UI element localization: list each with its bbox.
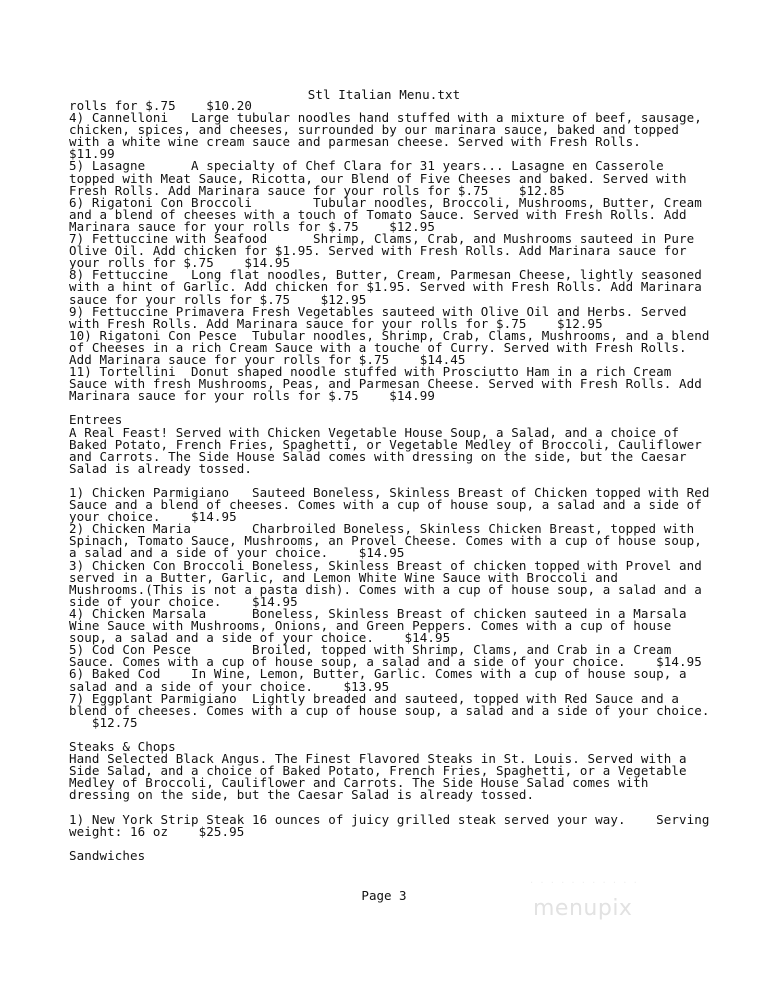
text-line: 7) Eggplant Parmigiano Lightly breaded and sauteed, topped with Red Sauce and a	[69, 690, 680, 706]
text-line: Wine Sauce with Mushrooms, Onions, and Green Peppers. Comes with a cup of house	[69, 618, 672, 634]
blank-line	[69, 402, 709, 414]
text-line: Spinach, Tomato Sauce, Mushrooms, an Provel Cheese. Comes with a cup of house soup,	[69, 533, 702, 549]
text-line: Marinara sauce for your rolls for $.75 $12.95	[69, 218, 436, 234]
text-line: Olive Oil. Add chicken for $1.95. Served with Fresh Rolls. Add Marinara sauce for	[69, 243, 687, 259]
text-line: served in a Butter, Garlic, and Lemon White Wine Sauce with Broccoli and	[69, 569, 619, 585]
text-line: your choice. $14.95	[69, 509, 237, 525]
text-line: 2) Chicken Maria Charbroiled Boneless, Skinless Chicken Breast, topped with	[69, 521, 695, 537]
text-line: Add Marinara sauce for your rolls for $.75 $14.45	[69, 351, 466, 367]
text-line: blend of cheeses. Comes with a cup of house soup, a salad and a side of your choice.	[69, 702, 710, 718]
text-line: with Fresh Rolls. Add Marinara sauce for your rolls for $.75 $12.95	[69, 315, 603, 331]
text-line: A Real Feast! Served with Chicken Vegetable House Soup, a Salad, and a choice of	[69, 424, 680, 440]
text-line: with a hint of Garlic. Add chicken for $1.95. Served with Fresh Rolls. Add Marinara	[69, 279, 702, 295]
text-line: 4) Cannelloni Large tubular noodles hand stuffed with a mixture of beef, sausage,	[69, 110, 702, 126]
text-line: with a white wine cream sauce and parmesan cheese. Served with Fresh Rolls.	[69, 134, 641, 150]
watermark-logo: menupix	[533, 896, 633, 921]
text-line: 5) Cod Con Pesce Broiled, topped with Shrimp, Clams, and Crab in a Cream	[69, 642, 672, 658]
text-line: 1) New York Strip Steak 16 ounces of juicy grilled steak served your way. Serving	[69, 811, 710, 827]
text-line: 6) Rigatoni Con Broccoli Tubular noodles, Broccoli, Mushrooms, Butter, Cream	[69, 194, 702, 210]
text-line: Sauce with fresh Mushrooms, Peas, and Parmesan Cheese. Served with Fresh Rolls. Add	[69, 376, 702, 392]
text-line: 3) Chicken Con Broccoli Boneless, Skinless Breast of chicken topped with Provel and	[69, 557, 702, 573]
text-line: Marinara sauce for your rolls for $.75 $14.99	[69, 388, 436, 404]
text-line: 6) Baked Cod In Wine, Lemon, Butter, Garlic. Comes with a cup of house soup, a	[69, 666, 687, 682]
text-line: salad and a side of your choice. $13.95	[69, 678, 390, 694]
text-line: 11) Tortellini Donut shaped noodle stuffed with Prosciutto Ham in a rich Cream	[69, 364, 672, 380]
text-line: Sandwiches	[69, 847, 146, 863]
text-line: $11.99	[69, 146, 115, 162]
text-line: a salad and a side of your choice. $14.95	[69, 545, 405, 561]
text-line: 4) Chicken Marsala Boneless, Skinless Breast of chicken sauteed in a Marsala	[69, 605, 687, 621]
text-line: side of your choice. $14.95	[69, 593, 298, 609]
text-line: Hand Selected Black Angus. The Finest Flavored Steaks in St. Louis. Served with a	[69, 751, 687, 767]
text-line: Sauce and a blend of cheeses. Comes with a cup of house soup, a salad and a side of	[69, 497, 702, 513]
text-line: your rolls for $.75 $14.95	[69, 255, 291, 271]
text-line: Baked Potato, French Fries, Spaghetti, or Vegetable Medley of Broccoli, Cauliflower	[69, 436, 702, 452]
text-line: Medley of Broccoli, Cauliflower and Carrots. The Side House Salad comes with	[69, 775, 649, 791]
text-line: and a blend of cheeses with a touch of Tomato Sauce. Served with Fresh Rolls. Add	[69, 206, 687, 222]
text-line: Side Salad, and a choice of Baked Potato, French Fries, Spaghetti, or a Vegetable	[69, 763, 687, 779]
text-line: 9) Fettuccine Primavera Fresh Vegetables sauteed with Olive Oil and Herbs. Served	[69, 303, 687, 319]
text-line: and Carrots. The Side House Salad comes with dressing on the side, but the Caesar	[69, 448, 687, 464]
text-line: Mushrooms.(This is not a pasta dish). Comes with a cup of house soup, a salad and a	[69, 581, 702, 597]
text-line: Sauce. Comes with a cup of house soup, a salad and a side of your choice. $14.95	[69, 654, 702, 670]
text-line: 8) Fettuccine Long flat noodles, Butter, Cream, Parmesan Cheese, lightly seasoned	[69, 267, 702, 283]
text-line: soup, a salad and a side of your choice. $14.95	[69, 630, 451, 646]
document-body	[69, 100, 709, 862]
text-line: Fresh Rolls. Add Marinara sauce for your rolls for $.75 $12.85	[69, 182, 565, 198]
text-line: of Cheeses in a rich Cream Sauce with a touche of Curry. Served with Fresh Rolls.	[69, 339, 687, 355]
document-title: Stl Italian Menu.txt	[307, 87, 461, 102]
text-line: 1) Chicken Parmigiano Sauteed Boneless, Skinless Breast of Chicken topped with Red	[69, 485, 710, 500]
text-line: chicken, spices, and cheeses, surrounded by our marinara sauce, baked and topped	[69, 122, 680, 138]
text-line: sauce for your rolls for $.75 $12.95	[69, 291, 367, 307]
watermark-dots: · · · · · · · · · · ·	[530, 878, 639, 889]
text-line: Salad is already tossed.	[69, 460, 253, 476]
text-line: topped with Meat Sauce, Ricotta, our Blend of Five Cheeses and baked. Served with	[69, 170, 687, 186]
text-line: weight: 16 oz $25.95	[69, 823, 245, 839]
text-line: Entrees	[69, 412, 123, 428]
blank-line	[69, 838, 709, 850]
text-line: rolls for $.75 $10.20	[69, 98, 253, 113]
text-line: Steaks & Chops	[69, 738, 176, 754]
page-number: Page 3	[361, 888, 407, 903]
text-line: 7) Fettuccine with Seafood Shrimp, Clams, Crab, and Mushrooms sauteed in Pure	[69, 231, 695, 247]
text-line: 5) Lasagne A specialty of Chef Clara for 31 years... Lasagne en Casserole	[69, 158, 664, 174]
text-line: dressing on the side, but the Caesar Salad is already tossed.	[69, 787, 535, 803]
text-line: 10) Rigatoni Con Pesce Tubular noodles, Shrimp, Crab, Clams, Mushrooms, and a blend	[69, 327, 710, 343]
text-line: $12.75	[69, 714, 138, 730]
